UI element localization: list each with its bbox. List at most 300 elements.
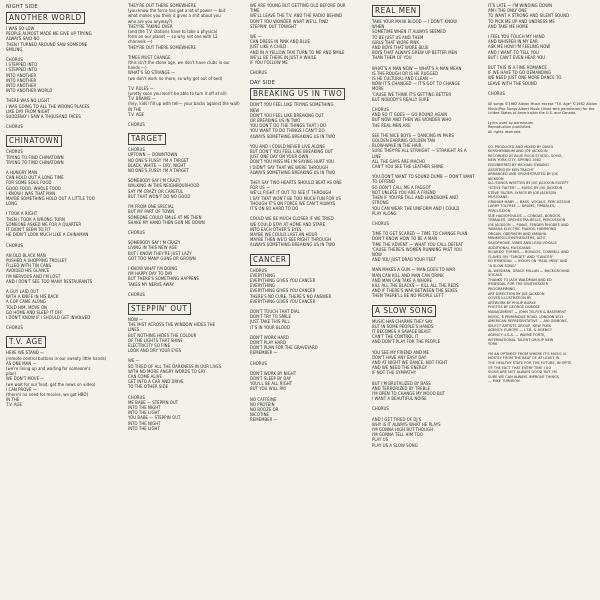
lyric-line: MAYBE SOMETHING HOLD OUT A LITTLE TOO [6,197,95,203]
lyric-line: BUT DON'T YOU FEEL LIKE BREAKING OUT [250,150,334,156]
lyric-line: EVERYTHING GIVES YOU CANCER [250,278,316,284]
lyric-line: DON'T YOU FEEL LIKE BREAKING OUT [250,113,324,119]
lyric-line: YOU CAN WEAR THE UNIFORM AND I COULD [372,206,460,212]
lyric-line: YOU'LL BE ALL RIGHT [250,382,293,388]
copyright-notice [488,102,596,135]
lyric-line: MAYBE WE COULD LAST AN HOUR [250,232,318,238]
lyric-line: IT DIDN'T SEEM TO FIT [6,228,51,234]
lyric-line: PUSHED A SHOPPING TROLLEY [6,258,67,264]
lyric-line: NEW YORK CITY, SPRING 1982 [488,157,542,163]
lyric-line: JUST LIKE A CHILD [250,45,287,51]
lyric-line: BUT MY PART OF TOWN [128,210,175,216]
lyric-line: channels —) [128,40,153,46]
lyric-line: DON'T HAVE ANY EASY DAY [372,355,427,361]
lyric-line: HE DIDN'T LOOK MUCH LIKE A CHINAMAN [6,233,89,239]
lyric-line: ALWAYS SOMETHING BREAKING US IN TWO [250,134,336,140]
lyric-line: SURE WE CAN ALWAYS IMPROVE THINGS [488,373,559,379]
lyric-line: PEOPLE ALMOST MADE ME GIVE UP TRYING [6,32,92,38]
lyric-line: TOLD HIM, MOVE ON [6,305,47,311]
lyric-line: FOR SOME SOUL FOOD [6,181,52,187]
song-title: A SLOW SONG [372,305,436,317]
lyric-line: THEY'RE OUT THERE SOMEWHERE [128,45,196,51]
lyric-line: SOMEBODY SAY I'M CRAZY [128,179,181,185]
lyric-line: BUT NOW AND THEN WE WONDER WHO [372,118,452,124]
lyric-line: AND IF THERE'S WAR BETWEEN THE SEXES [372,289,458,295]
lyric-line: CHORUS [128,292,145,298]
lyric-line: CHORUS [250,71,267,77]
lyric-line: IT'S IN YOUR BLOOD [250,325,291,331]
lyric-line: AMERICAN REPRESENTATIVE — ANI GIBBONS, [488,318,568,324]
lyric-line: BLACK, WHITE — DAY, NIGHT [128,163,186,169]
lyric-line: OR BREAKING US IN TWO [250,119,301,125]
lyric-line: I STEPPED INTO [6,63,38,69]
lyric-line: THEN I TOOK A WRONG TURN [6,217,65,223]
lyric-line: SAXOPHONE, VIBES AND LEAD VOCALS [488,240,557,246]
lyric-line: All rights reserved. [488,129,522,135]
song-lyrics [128,148,240,298]
lyric-line: I FEEL YOU TOUCH MY HAND [488,35,545,41]
song-title: TARGET [128,133,166,145]
lyric-line: GRAHAM MABY — BASS, VOCALS, PERCUSSION [488,198,571,204]
lyric-line: Music/Pop Songs Albert Music (Used with permission) for the [488,105,595,111]
lyric-line: PROGRAMMING [488,286,515,292]
lyric-line: CO-PRODUCED AND MIXED BY DAVID [488,143,554,149]
lyric-line: THEY SAY TWO HEARTS SHOULD BEAT AS ONE [250,181,342,187]
lyric-line: NO BOOZE OR [250,407,279,413]
lyric-line: AND TERRORIZED BY TREBLE [372,386,431,392]
lyric-line: INTO ANOTHER [6,73,37,79]
lyric-line: STEPPIN' OUT TONIGHT [250,24,297,30]
lyric-line: DON'T PLAY HARD [250,340,287,346]
lyric-line: SELECT ARTISTS GROUP, NEW YORK [488,322,552,328]
song-lyrics [250,103,362,248]
song-lyrics [6,351,118,408]
lyric-line: AND TAKE ME HOME [488,24,529,30]
lyric-line: IN THE [128,107,142,113]
lyric-line: YOU SEE MY FRIEND AND ME [372,350,430,356]
lyric-line: MINIMOOG SYNTHESIZERS, ALTO [488,235,546,241]
lyric-line: WE COULD STAY AT HOME AND STARE [250,222,326,228]
lyric-line: TO BE JUST US AND THEM [372,35,424,41]
lyric-line: WE'LL BE THERE IN JUST A WHILE [250,55,317,61]
lyric-line: CHORUS [128,123,145,129]
lyric-line: GET INTO A CAR AND DRIVE [128,380,184,386]
lyric-line: WE'LL LEAVE THE T.V. AND THE RADIO BEHIND [250,14,342,20]
lyric-line: NEW [250,108,260,114]
lyric-line: DON'T WORK BY NIGHT [250,371,297,377]
lyric-line: what makes you think it gives a shit about you [128,14,221,20]
lyric-line: THEY'RE TAKING OVER [128,24,173,30]
lyric-line: TIME [250,9,260,15]
lyric-line: NO CAFFEINE [250,397,277,403]
lyric-line: CHORUS [372,221,389,227]
column-3 [250,4,362,428]
lyric-line: LONG [6,202,18,208]
lyric-line: INTO ANOTHER WORLD [6,89,53,95]
lyric-line: I KNOW I WAS THAT MAN [6,191,56,197]
lyric-line: ALWAYS SOMETHING BREAKING US IN TWO [250,170,336,176]
lyric-line: (we wait for our food, get the news on video) [6,382,96,388]
lyric-line: Lyrics used by permission. [488,119,535,125]
song-section [372,304,484,449]
song-lyrics [250,269,362,424]
lyric-line: TAKE YOUR MASK BLOOD — I DON'T KNOW [372,20,457,25]
lyric-line: YOU BABE — STEPPIN OUT [128,416,181,422]
lyric-line: AND BOYS THAT WORE BLUE [372,46,429,52]
lyric-line: YOU DON'T DO THE THINGS THAT I DO [250,124,327,130]
lyric-line: EVERYTHING [250,284,276,290]
lyric-line: I KNOW WHAT I'M DOING [128,266,178,272]
lyric-line: THOUGH IT'S ON FORCE WE CAN'T ALWAYS [250,201,336,207]
lyric-line: LOOK AND DRY YOUR EYES [128,349,182,355]
song-title: STEPPIN' OUT [128,303,191,315]
lyric-line: DON'T YOU WONDER WHAT WE'LL FIND [250,19,329,25]
lyric-line: THEN THERE'LL BE NO PEOPLE LEFT [372,294,444,300]
lyric-line: DON'T PLAN FOR THE GRAVEYARD [250,346,318,352]
lyric-line: AND IN A YELLOW TAXI TURN TO ME AND SMILE [250,50,345,56]
lyric-line: 'CAUSE WE THINK IT'S GETTING BETTER [372,92,452,98]
lyric-line: CHORUS [128,148,145,154]
lyric-line: AND I GET TIRED OF DJ'S [372,417,422,423]
lyric-line: (and the T.V. stations have to take a physical [128,30,217,36]
lyric-line: AND MAN CAN TAKE A WHORE [372,278,433,284]
lyric-line: INTO THE LIGHT [128,426,160,432]
lyric-line: IN THE [6,398,20,404]
lyric-line: AL WEISMAN, GRACE MILLAN — BACKGROUND [488,267,570,273]
lyric-line: RECORDED AT BLUE ROCK STUDIO, SOHO, [488,152,563,158]
lyric-line: I'M GONNA TELL HIM TOO [372,433,423,439]
lyric-line: DON'T KNOW HOW TO BE A MAN [372,237,438,243]
lyric-line: plan) [6,372,17,378]
lyric-line: TIMES MUST CHANGE [128,55,171,61]
lyric-line: YORK [488,341,498,347]
lyric-line: BUT IN SOME PEOPLE'S HANDS [372,324,434,330]
side-label: NIGHT SIDE [6,4,38,10]
lyric-line: JUST ONE DAY ON YOUR OWN [250,155,309,161]
lyric-line: PLAY ALONG [372,211,397,217]
lyric-line: I'M GONNA HIGH BUT THOUGH [372,428,433,433]
song-section [250,80,362,248]
song-section [6,11,118,130]
lyric-line: CHORUS [128,230,145,236]
lyric-line: — MIKE TURNSON [488,378,520,384]
lyric-line: AND I DON'T SEE TOO MANY RESTAURANTS [6,279,93,285]
lyric-line: LIKE DAY FROM NIGHT [6,109,51,115]
lyric-line: CHORUS [6,150,23,156]
lyric-line: I'M HAPPY DAY TO DAY [128,272,173,278]
song-lyrics [250,4,362,76]
lyric-line: AND AT NIGHT WE DANCE, NOT FIGHT [372,360,448,366]
lyric-line: INTERNATIONAL TALENT GROUP NEW [488,336,554,342]
song-section [250,253,362,424]
lyric-line: AGENCY U.S.A. — WAYNE FORTE, [488,331,546,337]
lyric-line: CHORUS [6,326,23,332]
lyric-line: United States of America/for the U.S. and Canada. [488,110,577,116]
lyric-line: SMILING [6,47,23,53]
lyric-line: MAYBE THEN WE'D SEE RIGHT THROUGH [250,238,331,244]
lyric-line: ART DIRECTION BY JOE JACKSON [488,290,545,296]
lyric-line: ASSISTED BY KEN TRACHT [488,166,534,172]
song-section [372,4,484,300]
lyric-line: ARTWORK BY PHILIP BURKE [488,299,537,305]
lyric-line: NO PROTEIN [250,402,275,408]
lyric-line: BUT I KNOW THEY'RE JUST LAZY [128,251,192,257]
lyric-line: BUT I CAN'T EVEN HEAR YOU [488,55,546,61]
lyric-line: AVOIDED HIS GLANCE [6,269,50,275]
lyric-line: (this isn't the stone age, we don't have clubs in our [128,61,231,67]
lyric-line: T.V. AGE [6,403,23,409]
lyric-line: NO ONE'S FUSSY I'M A TARGET [128,169,189,175]
lyric-line: DON'T YOU FEEL LIKE TRYING SOMETHING [250,103,334,109]
lyric-line: RYNESDAL FOR THE SYNTHESIZER [488,281,549,287]
lyric-line: AS ONE MAN — [6,361,37,367]
lyric-line: TAKES MY NERVE AWAY [128,282,174,288]
lyric-line: I CAN PROVE — [6,387,37,393]
lyric-line: TO OFFEND [372,180,395,186]
lyric-line: WE'LL FIGHT IT OUT TO SEE IT THROUGH [250,191,332,197]
lyric-line: MUSICIANS: [488,194,509,200]
song-title: CHINATOWN [6,135,62,147]
lyric-line: CHORUS [488,91,505,97]
lyric-line: CHORUS [372,108,389,114]
lyric-line: WITH A KNIFE IN HIS BACK [6,295,59,301]
lyric-line: ASK ME HOW I'M FEELING NOW [488,45,551,51]
lyric-line: "STEVE TALTER" — MUSIC BY JOE JACKSON [488,184,563,190]
lyric-line: TO THE OTHER SIDE [128,385,169,391]
lyric-line: KILL ALL THE BLACKS — KILL ALL THE REDS [372,283,459,289]
lyric-line: IF NOT THE SYMPATHY [372,371,417,377]
lyric-line: (remote control buttons in our sweaty little hands) [6,356,107,362]
song-section [128,132,240,298]
lyric-line: CLAVES ON "TARGET" AND "CANCER" [488,253,554,259]
lyric-line: BOYS THAT ALWAYS GREW UP BETTER MEN [372,51,458,57]
lyric-line: CHORUS [6,243,23,249]
lyric-line: PHOTOS BY GEORGE DUBOSE [488,304,540,310]
lyric-line: IF YOU FOLLOW ME [250,61,288,67]
lyric-line: NOW — [128,317,144,323]
lyric-line: THE MIST ACROSS THE WINDOW HIDES THE [128,323,216,329]
lyric-line: I SAY THAT WON'T BE TOO MUCH FUN FOR US [250,196,341,202]
lyric-line: ALL SONGS WRITTEN BY JOE JACKSON EXCEPT [488,180,569,186]
lyric-line: YOU WANT TO DO THINGS I CAN'T DO [250,129,325,135]
lyric-line: COULD WE BE MUCH CLOSER IF WE TRIED [250,217,334,223]
lyric-line: Reproduction prohibited. [488,124,532,130]
lyric-line: JUST TAKE THIS PILL [250,320,290,326]
song-title: REAL MEN [372,5,420,17]
song-title: ANOTHER WORLD [6,12,85,24]
lyric-line: T.V. AGE [128,112,145,118]
lyric-line: CAN HOLD OUT A LONG TIME [6,176,64,182]
lyric-line: CHORUS [128,395,145,401]
lyric-line: SUE HADJOPOULOS — CONGAS, BONGOS, [488,212,562,218]
song-lyrics [128,4,240,128]
column-2 [128,4,240,436]
lyric-line: WHY IS IT ALWAYS WHAT HE PLAYS [372,422,441,428]
lyric-line: I WAS SO LOW [6,27,35,32]
lyric-line: MAN MAKES A GUN — MAN GOES TO WAR [372,268,456,274]
lyric-line: INTO EACH OTHER'S EYES [250,227,302,233]
lyric-line: SUDDENLY I SAW A THOUSAND FACES [6,115,81,121]
lyric-line: GOOD FOOD, WHOLE FOOD [6,186,61,192]
lyric-line: IF WE HAVE TO GO DEMANDING [488,71,552,77]
lyric-line: COVER ILLUSTRATION BY [488,295,532,301]
lyric-line: MAN CAN KILL AND MAN CAN DRINK [372,273,444,279]
lyric-line: 'CAUSE THERE'S WOMEN RUNNING PAST YOU [372,247,462,253]
lyric-line: FOR US — [250,186,270,192]
song-section [6,335,118,408]
lyric-line: REMEMBER — [250,351,278,357]
lyric-line: AND SO IT GOES — GO ROUND AGAIN [372,113,448,119]
lyric-line: WE — [128,359,140,365]
lyric-line: TO PICK ME UP AND UNDRESS ME [488,19,555,25]
lyric-line: SEE THE NICE BOYS — DANCING IN PAIRS [372,133,454,139]
lyric-line: YOU DON'T WANT TO SOUND DUMB — DON'T WANT [372,175,475,181]
lyric-line: BUT THERE'S SOMETHING HAPPENS [128,277,199,283]
lyric-line: THAN THEM OF YOU [372,56,412,62]
lyric-line: DON'T TRY TO SMILE [250,315,291,321]
lyric-line: SHAKE MY HAND THEN GUN ME DOWN [128,220,205,226]
lyric-line: AND I WANT TO TELL YOU [488,50,539,56]
lyric-line: CHORUS [250,361,267,367]
lyric-line: MUSIC, 6 PEMBRIDGE ROAD, LONDON W11 [488,313,564,319]
lyric-line: form on our planet — so why not one with 12 [128,35,218,41]
lyric-line: T.V. BRAINS — [128,97,156,103]
lyric-line: ELECTRICITY SO FINE [128,343,171,349]
lyric-line: AND YOU JUST DRAG YOUR FEET [372,258,436,264]
lyric-line: WALKING IN THIS NEIGHBOURHOOD [128,184,200,190]
lyric-line: INTO ANOTHER [6,78,37,84]
lyric-line: (hey, kids! fill up with tell— your backs against the wall) [128,102,240,108]
lyric-line: MORE [372,87,384,93]
lyric-line: STRONG [372,201,389,207]
lyric-line: (we don't work no more, so why get out of bed) [128,76,223,82]
lyric-line: I'M OPEN TO CHANGE MY MOOD BUT [372,391,446,397]
lyric-line: CAN COME ALIVE [128,374,162,380]
lyric-line: WHEN [372,25,385,31]
song-title: T.V. AGE [6,336,46,348]
lyric-line: BLOW-WAVE IN THE HAIR [372,144,422,150]
lyric-line: KERSHENBAUM AND JOE JACKSON [488,148,548,154]
lyric-line: CHORUS [250,268,267,274]
lyric-line: INTO THE NIGHT [128,405,161,411]
lyric-line: THE REAL MEN ARE [372,123,411,129]
lyric-line: WHAT'S A MAN NOW — WHAT'S A MAN MEAN [372,66,462,72]
lyric-line: I DON'T KNOW IF I SHOULD GET INVOLVED [6,315,91,321]
lyric-line: WE ARE YOUNG BUT GETTING OLD BEFORE OUR [250,4,346,9]
lyric-line: BUT NOBODY'S REALLY SURE [372,97,430,103]
lyric-line: NOT UNLESS YOU ARE A FRIEND [372,190,436,196]
lyric-line: BUT I'M BRUTALIZED BY BASS [372,381,431,387]
lyric-line: NICOTINE [250,413,270,419]
lyric-line: HERE WE STAND — [6,351,45,357]
song-section [250,4,362,76]
lyric-line: SO DON'T CALL ME A FAGGOT [372,185,432,191]
lyrics-continuation [488,4,596,97]
lyric-line: REMEMBER — [250,418,278,424]
lyric-line: BUT YOU WILL PAY [250,387,287,393]
lyric-line: A HUNGRY MAN [6,171,37,177]
lyric-line: MOSTLY FROM THE BEAT OF AT LEAST IN [488,355,560,361]
lyric-line: SO TIRED OF ALL THE DARKNESS IN OUR LIVES [128,364,222,370]
lyric-line: GO HOME AND SLEEP IT OFF [6,310,63,316]
lyric-line: I WAS GOING TO ALL THE WRONG PLACES [6,104,90,110]
lyric-line: NOW IT'S CHANGED — IT'S GOT TO CHANGE [372,82,461,88]
lyric-line: CAN DRESS IN PINK AND BLUE [250,40,310,46]
lyric-line: LINES [128,328,140,334]
lyric-line: JOE JACKSON — PIANO, FENDER RHODES AND [488,221,569,227]
song-section [128,4,240,128]
lyric-line: THEN I TURNED AROUND SAW SOMEONE [6,42,88,48]
lyric-line: CHORUS [372,407,389,413]
lyric-line: AN OLD BLACK MAN [6,253,46,259]
lyric-line: I STEPPED INTO [6,68,38,74]
lyric-line: ENGINEERED BY MICHAEL EWASKO [488,161,550,167]
lyric-line: PLAY US [372,438,389,444]
lyric-line: ME BABE — STEPPIN OUT [128,400,179,406]
lyric-line: INTO THE LIGHT [128,411,160,417]
lyric-line: ALWAYS SOMETHING BREAKING US IN TWO [250,243,336,249]
song-lyrics [128,318,240,432]
lyric-line: NOW [372,252,382,258]
lyric-line: RICARDO TORRES — BONGOS, COWBELL AND [488,249,569,255]
lyric-line: IS HE CULTURAL AND CLEAN — [372,77,434,83]
lyric-line: BUT THIS IS A FINE ROMANCE [488,66,547,72]
lyric-line: GOLDEN EARRING GOLDEN TAN [372,139,435,145]
lyric-line: THERE WAS NO LIGHT [6,99,50,105]
lyric-sheet [6,4,596,596]
lyric-line: SURE THEY'RE ALL STRAIGHT — STRAIGHT AS A [372,149,467,155]
lyric-line: MUSIC HAS CHARMS THEY SAY [372,319,433,325]
lyric-line: AM I THE ONLY ONE [488,9,527,15]
lyric-line: GIRLS THAT WORE PINK [372,40,419,46]
lyric-line: THANKS TO JACK WALDMAN AND ED [488,276,552,282]
lyric-line: VOCALS [488,272,503,278]
lyric-line: WHAT'S SO STRANGE — [128,71,176,77]
lyric-line: TRYING TO FIND CHINATOWN [6,160,64,166]
lyric-line: DON'T YOU MISS ME I'M SAYING HURT YOU [250,160,335,166]
lyric-line: (you know the force has got a lot of power — but [128,9,226,15]
lyric-line: WITH NO MORE ANGRY WORDS TO SAY [128,369,206,375]
lyric-line: SOMEONE COULD SMILE AT ME THEN [128,215,202,221]
lyric-line: IT BECOMES A SAVAGE BEAST [372,329,432,335]
lyric-line: I DIDN'T SAY THAT WE WERE THROUGH [250,165,329,171]
lyric-line: DON'T SLEEP BY DAY [250,376,292,382]
lyric-line: EVERYTHING GIVES YOU CANCER [250,299,316,305]
lyric-line: THEY'RE OUT THERE SOMEWHERE [128,4,196,9]
lyric-line: TIME THE ADVENT — WHAT YOU CALL DEFEAT [372,242,464,248]
lyric-line: TRYING TO FIND CHINATOWN [6,155,64,161]
lyric-line: All songs ©1982 Albion Music except "T.V. Age" ©1982 Albion [488,101,598,107]
lyric-line: I TOOK A RIGHT [6,212,38,218]
lyric-line: SOMEBODY SAY I'M CRAZY [128,241,181,247]
day-side-label: DAY SIDE [250,80,276,87]
lyric-line: TIMBALES, ORCHESTRA BELLS, PERCUSSION [488,217,566,223]
lyric-line: ALWAYS SAID NO [6,37,40,43]
lyric-line: PLAY US A SLOW SONG [372,443,418,449]
lyric-line: ORGAN, OBERHEIM AND YAMAHA [488,230,547,236]
lyric-line: LEAVE WITH THE SOUND [488,81,537,87]
column-4 [372,4,484,453]
lyric-line: INTO THE NIGHT [128,421,161,427]
lyric-line: GOT TOO MANY GUNS OR GROWN [128,256,196,262]
lyric-line: JACKSON [488,175,504,181]
lyric-line: STEVE TALTER, LYRICS BY JOE JACKSON [488,189,557,195]
lyric-line: MANAGEMENT — JOHN TELFER & BASEMENT [488,308,567,314]
lyric-line: EVERYTHING [250,273,276,279]
lyric-line: BUT NOTHING HIDES THE COLOUR [128,333,197,339]
lyric-line: A GUY LAID OUT [6,289,39,295]
lyric-line: PERCUSSION [488,207,511,213]
